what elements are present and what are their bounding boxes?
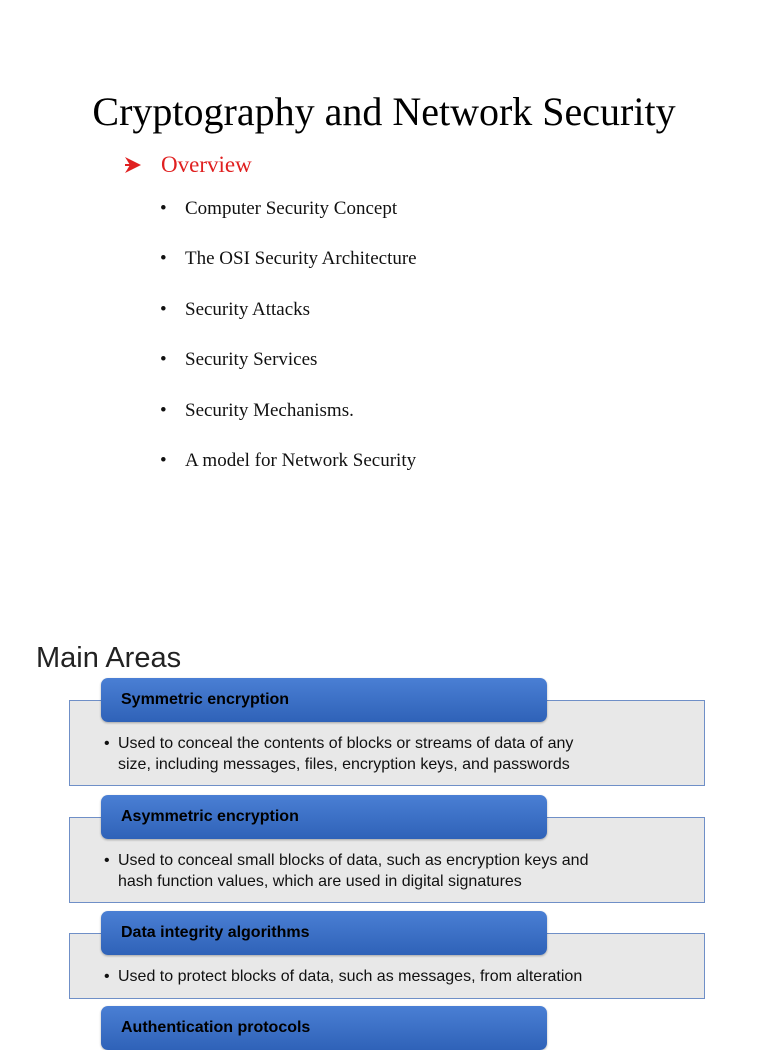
area-authentication-protocols <box>69 1006 707 1050</box>
description-line: Used to conceal small blocks of data, such as encryption keys and <box>118 852 589 869</box>
bullet-dot-icon: • <box>104 735 110 752</box>
description-line: hash function values, which are used in digital signatures <box>118 873 522 890</box>
slide-title: Cryptography and Network Security <box>92 89 676 134</box>
area-heading: Data integrity algorithms <box>101 911 547 955</box>
list-item <box>160 299 417 349</box>
list-item <box>160 198 417 248</box>
bullet-text: Security Services <box>185 349 318 371</box>
overview-label: Overview <box>161 152 252 177</box>
bullet-dot-icon: • <box>160 449 167 471</box>
bullet-dot-icon: • <box>160 399 167 421</box>
bullet-dot-icon: • <box>160 198 167 219</box>
area-symmetric-encryption <box>69 678 707 788</box>
bullet-dot-icon: • <box>160 298 167 320</box>
description-line: size, including messages, files, encryption keys, and passwords <box>118 756 570 773</box>
area-data-integrity-algorithms <box>69 911 707 1001</box>
bullet-dot-icon: • <box>104 852 110 869</box>
bullet-text: A model for Network Security <box>185 449 417 471</box>
list-item <box>160 400 417 450</box>
slide-main-areas <box>0 630 768 1036</box>
bullet-text: Security Mechanisms. <box>185 399 354 421</box>
area-heading: Authentication protocols <box>101 1006 547 1050</box>
list-item <box>160 450 417 500</box>
list-item <box>160 248 417 298</box>
area-heading: Symmetric encryption <box>101 678 547 722</box>
bullet-dot-icon: • <box>104 968 110 985</box>
bullet-text: The OSI Security Architecture <box>185 248 417 270</box>
arrow-bullet-icon <box>123 155 143 175</box>
description-line: Used to protect blocks of data, such as messages, from alteration <box>118 968 583 985</box>
bullet-text: Security Attacks <box>185 298 311 320</box>
overview-heading <box>123 152 252 178</box>
area-heading: Asymmetric encryption <box>101 795 547 839</box>
main-areas-title: Main Areas <box>36 642 182 674</box>
bullet-dot-icon: • <box>160 349 167 371</box>
list-item <box>160 349 417 399</box>
bullet-text: Computer Security Concept <box>185 198 398 219</box>
overview-bullet-list <box>160 198 417 500</box>
bullet-dot-icon: • <box>160 248 167 270</box>
description-line: Used to conceal the contents of blocks or streams of data of any <box>118 735 574 752</box>
area-asymmetric-encryption <box>69 795 707 905</box>
